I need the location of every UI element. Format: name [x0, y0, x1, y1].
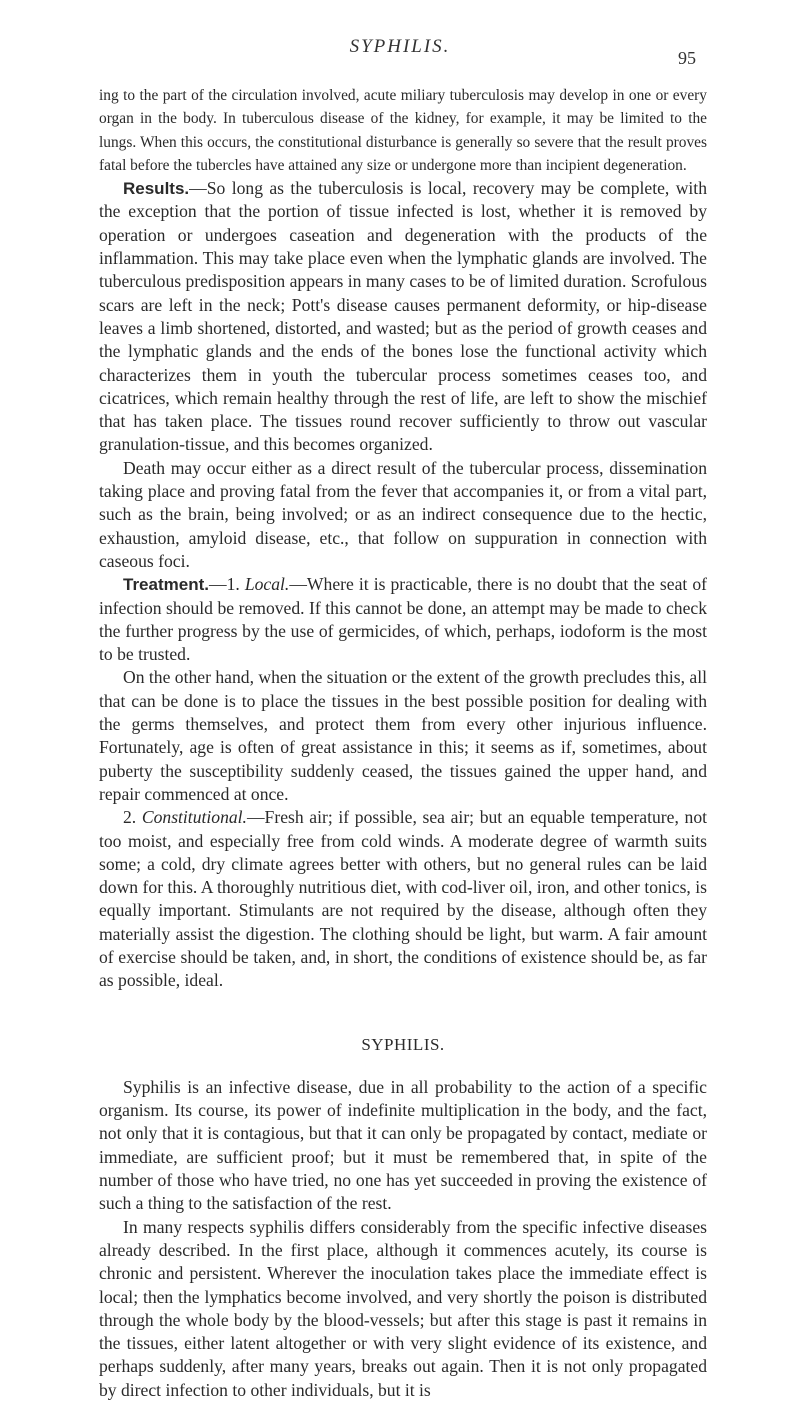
running-head: SYPHILIS. [349, 36, 451, 57]
section-heading-syphilis: SYPHILIS. [361, 1034, 445, 1054]
treatment-local-label: Local. [244, 574, 290, 595]
treatment-text: —Where it is practicable, there is no doubt that the seat of infection should be removed. If this cannot be done, an attempt may be made to check the further progress by the use of germicides, of which, perhaps, iodoform is the most to be trusted. [99, 574, 707, 665]
results-text: —So long as the tuberculosis is local, recovery may be complete, with the exception that the portion of tissue infected is lost, whether it is removed by operation or undergoes caseation and degeneration with the products of the inflammation. This may take place even when the lymphatic glands are involved. The tuberculous predisposition appears in many cases to be of limited duration. Scrofulous scars are left in the neck; Pott's disease causes permanent deformity, or hip-disease leaves a limb shortened, distorted, and wasted; but as the period of growth ceases and the lymphatic glands and the ends of the bones lose the functional activity which characterizes them in youth the tubercular process sometimes ceases too, and cicatrices, which remain healthy through the rest of life, are left to show the mischief that has taken place. The tissues round recover sufficiently to throw out vascular granulation-tissue, and this becomes organized. [99, 178, 707, 455]
paragraph-death: Death may occur either as a direct result of the tubercular process, dissemination taking place and proving fatal from the fever that accompanies it, or from a vital part, such as the brain, being involved; or as an indirect consequence due to the hectic, exhaustion, amyloid disease, etc., that follow on suppuration in connection with caseous foci. [99, 457, 707, 571]
page-body [99, 84, 707, 1402]
treatment-number: —1. [208, 574, 245, 595]
results-label: Results. [123, 179, 190, 199]
paragraph-syphilis-intro: Syphilis is an infective disease, due in all probability to the action of a specific organism. Its course, its power of indefinite multiplication in the body, and the fact, not only that it is contagious, but that it can only be propagated by contact, mediate or immediate, are sufficient proof; but it must be remembered that, in spite of the number of those who have tried, no one has yet succeeded in proving the existence of such a thing to the satisfaction of the rest. [99, 1076, 707, 1214]
paragraph-results [99, 177, 707, 457]
paragraph-treatment [99, 573, 707, 666]
constitutional-text: —Fresh air; if possible, sea air; but an equable temperature, not too moist, and especially free from cold winds. A moderate degree of warmth suits some; a cold, dry climate agrees better with others, but no general rules can be laid down for this. A thoroughly nutritious diet, with cod-liver oil, iron, and other tonics, is equally important. Stimulants are not required by the disease, although often they materially assist the digestion. The clothing should be light, but warm. A fair amount of exercise should be taken, and, in short, the conditions of existence should be, as far as possible, ideal. [99, 807, 708, 991]
paragraph-continuation: ing to the part of the circulation involved, acute miliary tuberculosis may develop in one or every organ in the body. In tuberculous disease of the kidney, for example, it may be limited to the lungs. When this occurs, the constitutional disturbance is generally so severe that the result proves fatal before the tubercles have attained any size or undergone more than incipient degeneration. [99, 87, 707, 174]
paragraph-other-hand: On the other hand, when the situation or the extent of the growth precludes this, all that can be done is to place the tissues in the best possible position for dealing with the germs themselves, and protect them from every other injurious influence. Fortunately, age is often of great assistance in this; it seems as if, sometimes, about puberty the susceptibility suddenly ceased, the tissues gained the upper hand, and repair commenced at once. [99, 667, 707, 804]
constitutional-label: Constitutional. [141, 807, 247, 828]
constitutional-number: 2. [123, 807, 142, 828]
paragraph-constitutional [99, 806, 707, 992]
page-header [0, 36, 800, 76]
paragraph-syphilis-differs: In many respects syphilis differs considerably from the specific infective diseases already described. In the first place, although it commences acutely, its course is chronic and persistent. Wherever the inoculation takes place the immediate effect is local; then the lymphatics become involved, and very shortly the poison is distributed through the whole body by the blood-vessels; but after this stage is past it remains in the tissues, either latent altogether or with very slight evidence of its existence, and perhaps suddenly, after many years, breaks out again. Then it is not only propagated by direct infection to other individuals, but it is [99, 1216, 707, 1400]
treatment-label: Treatment. [123, 575, 209, 595]
page-number: 95 [678, 48, 696, 68]
